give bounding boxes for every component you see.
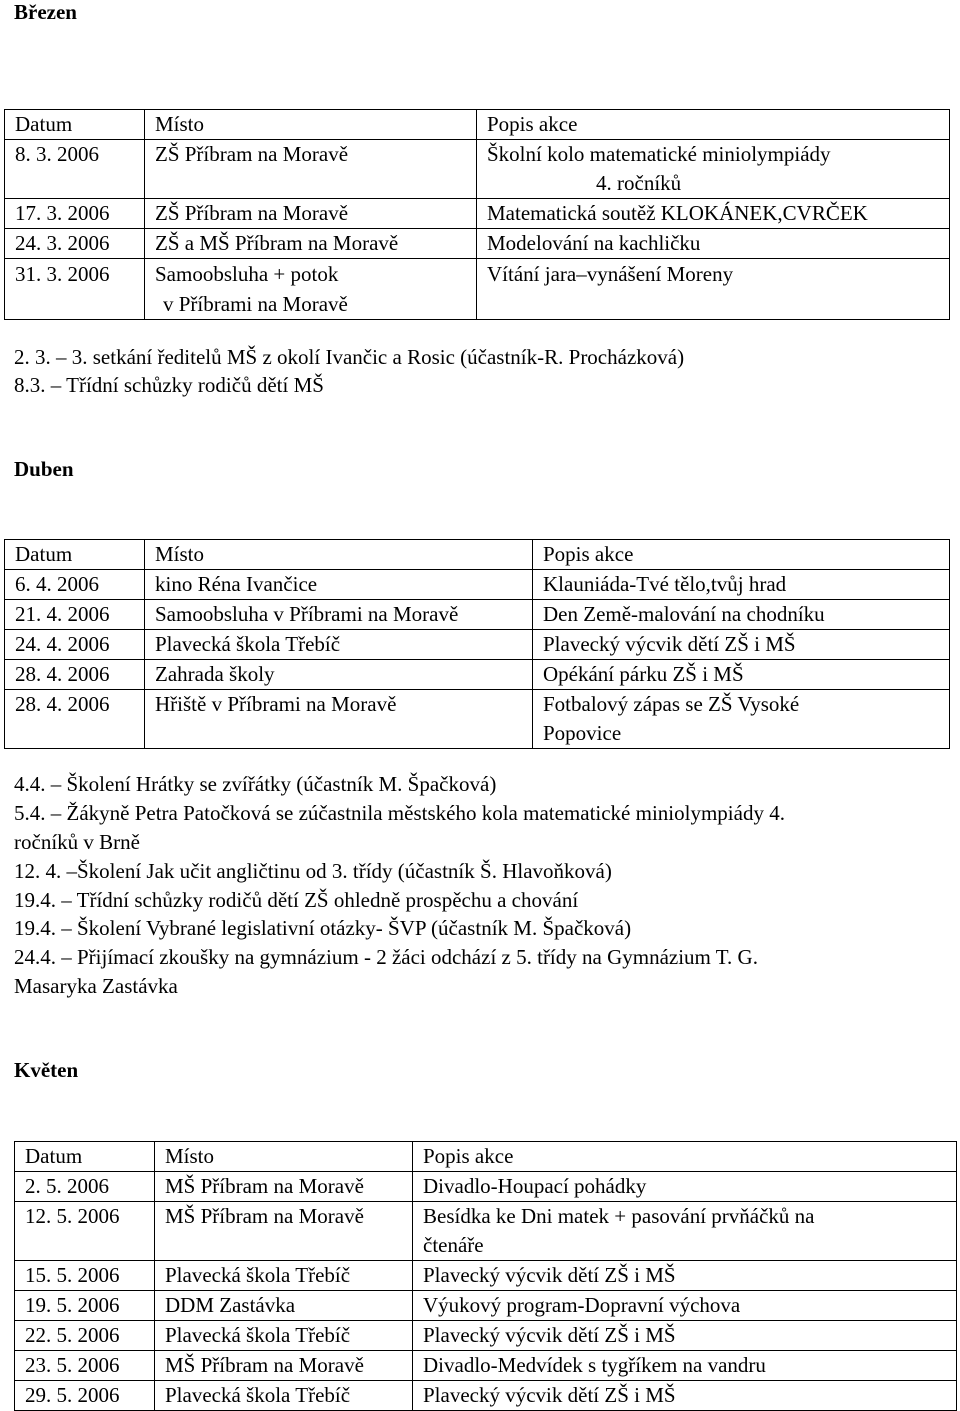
header-description: Popis akce (413, 1142, 957, 1172)
row-date: 28. 4. 2006 (5, 690, 145, 749)
row-date: 24. 3. 2006 (5, 229, 145, 259)
row-place: MŠ Příbram na Moravě (155, 1202, 413, 1261)
table-row (5, 690, 950, 749)
row-description: Výukový program-Dopravní výchova (413, 1291, 957, 1321)
row-description-line: Besídka ke Dni matek + pasování prvňáčků na (423, 1204, 815, 1228)
header-place: Místo (145, 110, 477, 140)
row-description: Plavecký výcvik dětí ZŠ i MŠ (413, 1321, 957, 1351)
row-place-line: Samoobsluha + potok (155, 262, 339, 286)
row-description: Vítání jara–vynášení Moreny (477, 259, 950, 320)
row-date: 24. 4. 2006 (5, 630, 145, 660)
april-events-table (4, 539, 950, 749)
table-row (15, 1321, 957, 1351)
row-date: 22. 5. 2006 (15, 1321, 155, 1351)
note-line: ročníků v Brně (14, 830, 140, 854)
row-place (145, 259, 477, 320)
row-description (413, 1202, 957, 1261)
header-description: Popis akce (477, 110, 950, 140)
note-line: 24.4. – Přijímací zkoušky na gymnázium - 2 žáci odchází z 5. třídy na Gymnázium T. G. (14, 945, 758, 969)
row-place: ZŠ a MŠ Příbram na Moravě (145, 229, 477, 259)
table-row (15, 1381, 957, 1411)
row-description-line: Popovice (543, 721, 622, 745)
table-row (5, 570, 950, 600)
table-row (15, 1291, 957, 1321)
header-place: Místo (145, 540, 533, 570)
note-line: 4.4. – Školení Hrátky se zvířátky (účastník M. Špačková) (14, 772, 497, 796)
row-place: Zahrada školy (145, 660, 533, 690)
note-line: 19.4. – Školení Vybrané legislativní otázky- ŠVP (účastník M. Špačková) (14, 916, 632, 940)
row-date: 23. 5. 2006 (15, 1351, 155, 1381)
row-description (533, 690, 950, 749)
row-description: Divadlo-Houpací pohádky (413, 1172, 957, 1202)
row-date: 31. 3. 2006 (5, 259, 145, 320)
table-header-row (15, 1142, 957, 1172)
header-place: Místo (155, 1142, 413, 1172)
table-row (5, 630, 950, 660)
table-row (5, 259, 950, 320)
table-header-row (5, 110, 950, 140)
march-heading: Březen (14, 0, 77, 24)
row-description-line: 4. ročníků (596, 171, 682, 195)
row-place: MŠ Příbram na Moravě (155, 1172, 413, 1202)
table-row (5, 600, 950, 630)
row-description: Divadlo-Medvídek s tygříkem na vandru (413, 1351, 957, 1381)
row-description: Opékání párku ZŠ i MŠ (533, 660, 950, 690)
table-row (5, 229, 950, 259)
row-place: ZŠ Příbram na Moravě (145, 140, 477, 199)
table-row (15, 1261, 957, 1291)
table-row (5, 199, 950, 229)
table-row (5, 140, 950, 199)
row-date: 12. 5. 2006 (15, 1202, 155, 1261)
note-line: Masaryka Zastávka (14, 974, 178, 998)
row-place: Samoobsluha v Příbrami na Moravě (145, 600, 533, 630)
row-place: Plavecká škola Třebíč (155, 1261, 413, 1291)
table-row (15, 1351, 957, 1381)
row-description: Plavecký výcvik dětí ZŠ i MŠ (413, 1381, 957, 1411)
row-place: ZŠ Příbram na Moravě (145, 199, 477, 229)
row-description: Plavecký výcvik dětí ZŠ i MŠ (413, 1261, 957, 1291)
row-date: 29. 5. 2006 (15, 1381, 155, 1411)
row-description: Plavecký výcvik dětí ZŠ i MŠ (533, 630, 950, 660)
row-date: 15. 5. 2006 (15, 1261, 155, 1291)
header-date: Datum (15, 1142, 155, 1172)
note-line: 5.4. – Žákyně Petra Patočková se zúčastnila městského kola matematické miniolympiády 4. (14, 801, 785, 825)
row-description-line: čtenáře (423, 1233, 484, 1257)
row-place: Hřiště v Příbrami na Moravě (145, 690, 533, 749)
row-description-line: Fotbalový zápas se ZŠ Vysoké (543, 692, 800, 716)
april-heading: Duben (14, 457, 74, 481)
row-date: 6. 4. 2006 (5, 570, 145, 600)
row-description: Klauniáda-Tvé tělo,tvůj hrad (533, 570, 950, 600)
row-place: Plavecká škola Třebíč (155, 1381, 413, 1411)
table-header-row (5, 540, 950, 570)
may-heading: Květen (14, 1058, 79, 1082)
may-events-table (14, 1141, 957, 1411)
march-events-table (4, 109, 950, 320)
header-description: Popis akce (533, 540, 950, 570)
note-line: 12. 4. –Školení Jak učit angličtinu od 3. třídy (účastník Š. Hlavoňková) (14, 859, 612, 883)
table-row (5, 660, 950, 690)
row-date: 2. 5. 2006 (15, 1172, 155, 1202)
row-description (477, 140, 950, 199)
row-date: 17. 3. 2006 (5, 199, 145, 229)
row-place: Plavecká škola Třebíč (155, 1321, 413, 1351)
row-place: MŠ Příbram na Moravě (155, 1351, 413, 1381)
row-place: Plavecká škola Třebíč (145, 630, 533, 660)
row-date: 21. 4. 2006 (5, 600, 145, 630)
note-line: 2. 3. – 3. setkání ředitelů MŠ z okolí Ivančic a Rosic (účastník-R. Procházková) (14, 345, 685, 369)
row-place: kino Réna Ivančice (145, 570, 533, 600)
row-place-line: v Příbrami na Moravě (163, 292, 348, 316)
header-date: Datum (5, 540, 145, 570)
row-date: 8. 3. 2006 (5, 140, 145, 199)
note-line: 8.3. – Třídní schůzky rodičů dětí MŠ (14, 373, 324, 397)
row-description: Matematická soutěž KLOKÁNEK,CVRČEK (477, 199, 950, 229)
row-description: Den Země-malování na chodníku (533, 600, 950, 630)
table-row (15, 1202, 957, 1261)
row-description-line: Školní kolo matematické miniolympiády (487, 142, 831, 166)
note-line: 19.4. – Třídní schůzky rodičů dětí ZŠ ohledně prospěchu a chování (14, 888, 579, 912)
table-row (15, 1172, 957, 1202)
row-date: 19. 5. 2006 (15, 1291, 155, 1321)
row-date: 28. 4. 2006 (5, 660, 145, 690)
row-description: Modelování na kachličku (477, 229, 950, 259)
row-place: DDM Zastávka (155, 1291, 413, 1321)
header-date: Datum (5, 110, 145, 140)
